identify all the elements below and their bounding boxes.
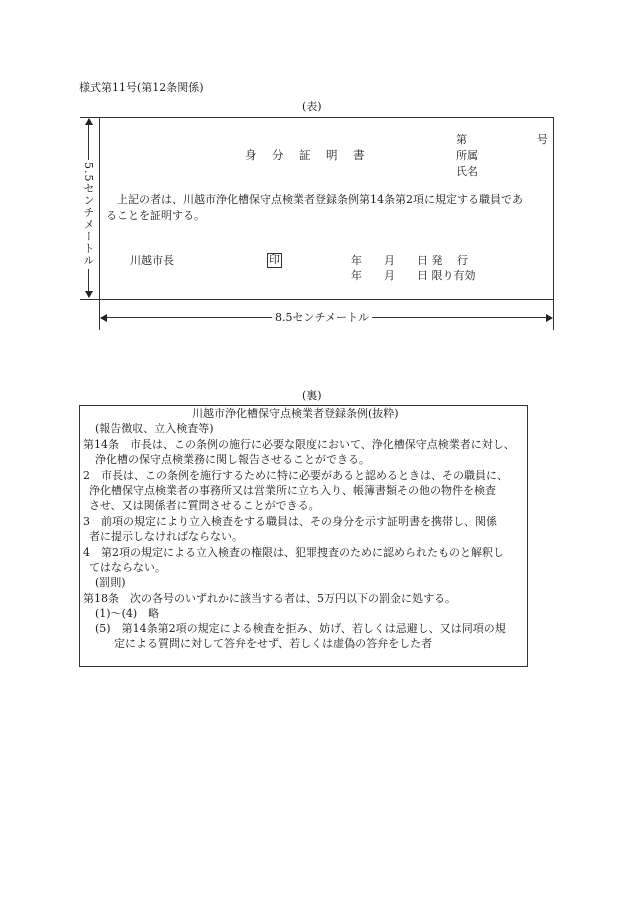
form-number: 様式第11号(第12条関係) — [79, 81, 204, 94]
para3-line-2: 者に提示しなければならない。 — [89, 530, 243, 543]
issuer: 川越市長 — [130, 254, 174, 267]
art14-line-1: 第14条 市長は、この条例の施行に必要な限度において、浄化槽保守点検業者に対し、 — [83, 438, 515, 451]
height-label: 5.5センチメートル — [82, 162, 95, 267]
statement-line-2: ることを証明する。 — [106, 209, 205, 222]
seal-mark: 印 — [269, 253, 280, 266]
back-title: 川越市浄化槽保守点検業者登録条例(抜粋) — [192, 407, 399, 420]
para2-line-1: 2 市長は、この条例を施行するために特に必要があると認めるときは、その職員に、 — [83, 469, 508, 482]
back-label: (裏) — [302, 389, 322, 402]
front-label: (表) — [302, 100, 322, 113]
width-label: 8.5センチメートル — [272, 311, 372, 324]
item-5-line-1: (5) 第14条第2項の規定による検査を拒み、妨げ、若しくは忌避し、又は同項の規 — [95, 622, 506, 635]
number-suffix: 号 — [537, 133, 548, 146]
statement-line-1: 上記の者は、川越市浄化槽保守点検業者登録条例第14条第2項に規定する職員であ — [117, 193, 523, 206]
valid-until: 年 月 日 限り有効 — [351, 269, 476, 282]
width-arrow-right-icon — [546, 314, 553, 322]
art18: 第18条 次の各号のいずれかに該当する者は、5万円以下の罰金に処する。 — [83, 592, 456, 605]
issued-date: 年 月 日 発 行 — [351, 254, 468, 267]
para2-line-3: させ、又は関係者に質問させることができる。 — [89, 499, 320, 512]
heading-report: (報告徴収、立入検査等) — [95, 422, 214, 435]
width-arrow-left-icon — [100, 314, 107, 322]
height-dim-bottom-tick — [80, 299, 99, 300]
heading-penalty: (罰則) — [95, 576, 126, 589]
art14-line-2: 浄化槽の保守点検業務に関し報告させることができる。 — [95, 453, 370, 466]
para4-line-2: てはならない。 — [89, 561, 166, 574]
para4-line-1: 4 第2項の規定による立入検査の権限は、犯罪捜査のために認められたものと解釈し — [83, 546, 504, 559]
affiliation-label: 所属 — [456, 149, 478, 162]
height-arrow-down-icon — [85, 291, 93, 298]
item-5-line-2: 定による質問に対して答弁をせず、若しくは虚偽の答弁をした者 — [114, 637, 433, 650]
number-prefix: 第 — [456, 133, 467, 146]
certificate-title: 身 分 証 明 書 — [245, 148, 367, 162]
name-label: 氏名 — [456, 165, 478, 178]
width-dim-right-tick — [553, 300, 554, 330]
para2-line-2: 浄化槽保守点検業者の事務所又は営業所に立ち入り、帳簿書類その他の物件を検査 — [89, 484, 496, 497]
item-1-4: (1)～(4) 略 — [95, 607, 160, 620]
para3-line-1: 3 前項の規定により立入検査をする職員は、その身分を示す証明書を携帯し、関係 — [83, 515, 497, 528]
height-arrow-up-icon — [85, 118, 93, 125]
